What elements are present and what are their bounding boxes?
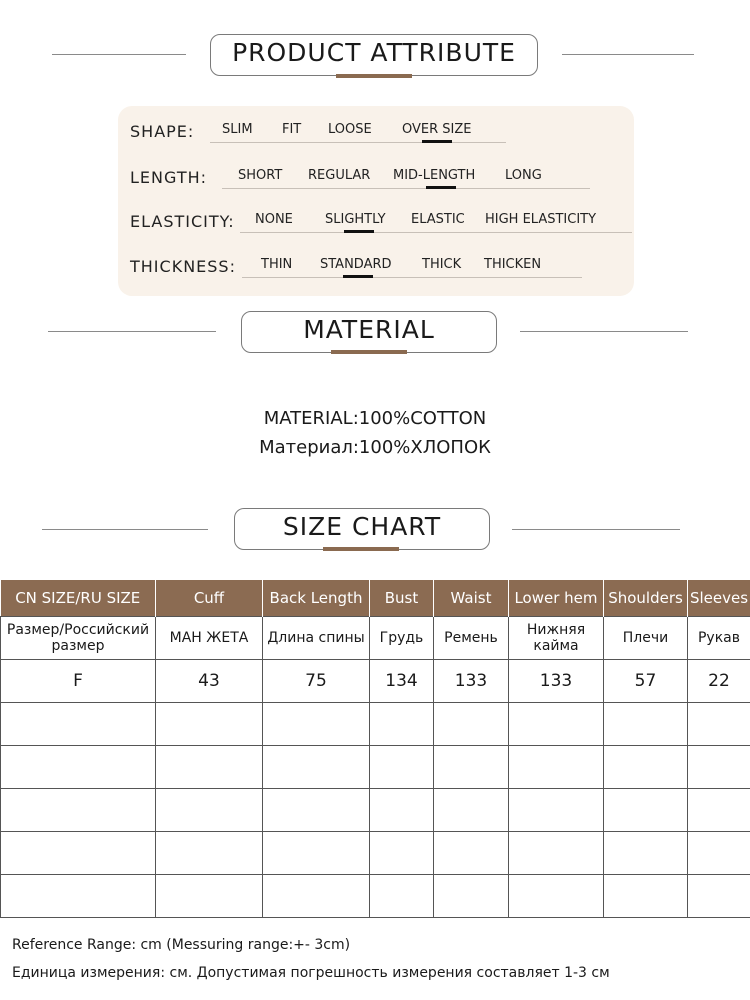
- material-header: [241, 311, 497, 353]
- attribute-option-selected: SLIGHTLY: [325, 212, 386, 227]
- table-cell: [263, 703, 370, 746]
- table-cell: Нижняя кайма: [509, 617, 604, 660]
- size-chart-table: [0, 580, 750, 918]
- table-header-row: [1, 580, 750, 617]
- table-cell: [434, 789, 509, 832]
- table-cell: [604, 875, 688, 918]
- table-cell: [156, 703, 263, 746]
- attribute-name: ELASTICITY:: [130, 212, 235, 231]
- table-cell: [370, 703, 434, 746]
- table-cell: [509, 875, 604, 918]
- table-cell: [1, 703, 156, 746]
- table-cell: [688, 746, 750, 789]
- title-accent-bar: [331, 350, 407, 354]
- table-row-empty: [1, 875, 750, 918]
- table-cell: [370, 789, 434, 832]
- attribute-option: LONG: [505, 168, 542, 183]
- product-attribute-header: [210, 34, 538, 76]
- table-header-cell: CN SIZE/RU SIZE: [1, 580, 156, 617]
- table-cell: [434, 703, 509, 746]
- table-cell: [434, 832, 509, 875]
- table-cell: [604, 746, 688, 789]
- table-cell: [156, 832, 263, 875]
- attribute-option: SLIM: [222, 122, 253, 137]
- attribute-name: SHAPE:: [130, 122, 195, 141]
- table-cell: МАН ЖЕТА: [156, 617, 263, 660]
- table-cell: Длина спины: [263, 617, 370, 660]
- selected-marker: [343, 275, 373, 278]
- section-title: PRODUCT ATTRIBUTE: [232, 37, 516, 67]
- table-cell: [509, 832, 604, 875]
- table-cell: [509, 703, 604, 746]
- table-cell: 43: [156, 660, 263, 703]
- table-cell: [370, 832, 434, 875]
- table-row-empty: [1, 703, 750, 746]
- table-row-empty: [1, 832, 750, 875]
- attribute-option: THICK: [422, 257, 462, 272]
- table-cell: [1, 875, 156, 918]
- table-cell: [688, 875, 750, 918]
- attribute-name: LENGTH:: [130, 168, 208, 187]
- table-cell: [509, 746, 604, 789]
- table-cell: [1, 832, 156, 875]
- attribute-option-selected: OVER SIZE: [402, 122, 472, 137]
- table-cell: [263, 832, 370, 875]
- section-title: MATERIAL: [303, 314, 435, 344]
- table-cell: [156, 746, 263, 789]
- table-cell: [263, 875, 370, 918]
- table-cell: 133: [509, 660, 604, 703]
- table-header-ru-row: [1, 617, 750, 660]
- table-row: [1, 660, 750, 703]
- table-cell: [370, 746, 434, 789]
- table-cell: Плечи: [604, 617, 688, 660]
- table-header-cell: Bust: [370, 580, 434, 617]
- divider-line: [42, 529, 208, 530]
- table-cell: 57: [604, 660, 688, 703]
- attribute-line: [222, 188, 590, 189]
- attribute-option-selected: STANDARD: [320, 257, 392, 272]
- table-cell: F: [1, 660, 156, 703]
- attribute-line: [240, 232, 632, 233]
- attribute-option: SHORT: [238, 168, 283, 183]
- footer-note-ru: Единица измерения: см. Допустимая погрешность измерения составляет 1-3 см: [12, 965, 610, 981]
- title-accent-bar: [336, 74, 412, 78]
- attribute-option: FIT: [282, 122, 302, 137]
- table-header-cell: Back Length: [263, 580, 370, 617]
- table-row-empty: [1, 789, 750, 832]
- table-cell: 133: [434, 660, 509, 703]
- attribute-option: ELASTIC: [411, 212, 465, 227]
- table-cell: Грудь: [370, 617, 434, 660]
- attribute-option: HIGH ELASTICITY: [485, 212, 597, 227]
- selected-marker: [422, 140, 452, 143]
- attribute-option: THIN: [261, 257, 293, 272]
- divider-line: [52, 54, 186, 55]
- table-row-empty: [1, 746, 750, 789]
- table-cell: Размер/Российский размер: [1, 617, 156, 660]
- table-header-cell: Cuff: [156, 580, 263, 617]
- attribute-name: THICKNESS:: [130, 257, 236, 276]
- divider-line: [512, 529, 680, 530]
- table-cell: [604, 703, 688, 746]
- selected-marker: [344, 230, 374, 233]
- table-cell: [1, 746, 156, 789]
- table-cell: [688, 789, 750, 832]
- size-chart-header: [234, 508, 490, 550]
- divider-line: [562, 54, 694, 55]
- attribute-option: NONE: [255, 212, 293, 227]
- table-cell: Ремень: [434, 617, 509, 660]
- footer-note-en: Reference Range: cm (Messuring range:+- 3cm): [12, 937, 351, 953]
- table-cell: 75: [263, 660, 370, 703]
- attribute-option: REGULAR: [308, 168, 371, 183]
- attribute-line: [242, 277, 582, 278]
- attribute-option: THICKEN: [484, 257, 542, 272]
- table-cell: 134: [370, 660, 434, 703]
- attribute-panel: [118, 106, 634, 296]
- table-cell: Рукав: [688, 617, 750, 660]
- attribute-line: [210, 142, 506, 143]
- table-cell: [434, 746, 509, 789]
- table-cell: 22: [688, 660, 750, 703]
- material-text-ru: Материал:100%ХЛОПОК: [259, 437, 491, 458]
- table-cell: [688, 703, 750, 746]
- table-cell: [156, 875, 263, 918]
- selected-marker: [426, 186, 456, 189]
- divider-line: [48, 331, 216, 332]
- title-accent-bar: [323, 547, 399, 551]
- material-text-en: MATERIAL:100%COTTON: [263, 408, 487, 429]
- table-header-cell: Sleeves: [688, 580, 750, 617]
- section-title: SIZE CHART: [282, 511, 442, 541]
- table-cell: [509, 789, 604, 832]
- attribute-option: LOOSE: [328, 122, 372, 137]
- table-cell: [434, 875, 509, 918]
- attribute-option-selected: MID-LENGTH: [393, 168, 476, 183]
- table-header-cell: Lower hem: [509, 580, 604, 617]
- divider-line: [520, 331, 688, 332]
- table-cell: [263, 746, 370, 789]
- table-header-cell: Shoulders: [604, 580, 688, 617]
- table-cell: [263, 789, 370, 832]
- table-cell: [688, 832, 750, 875]
- table-cell: [604, 789, 688, 832]
- table-cell: [1, 789, 156, 832]
- table-cell: [156, 789, 263, 832]
- table-cell: [370, 875, 434, 918]
- table-cell: [604, 832, 688, 875]
- table-header-cell: Waist: [434, 580, 509, 617]
